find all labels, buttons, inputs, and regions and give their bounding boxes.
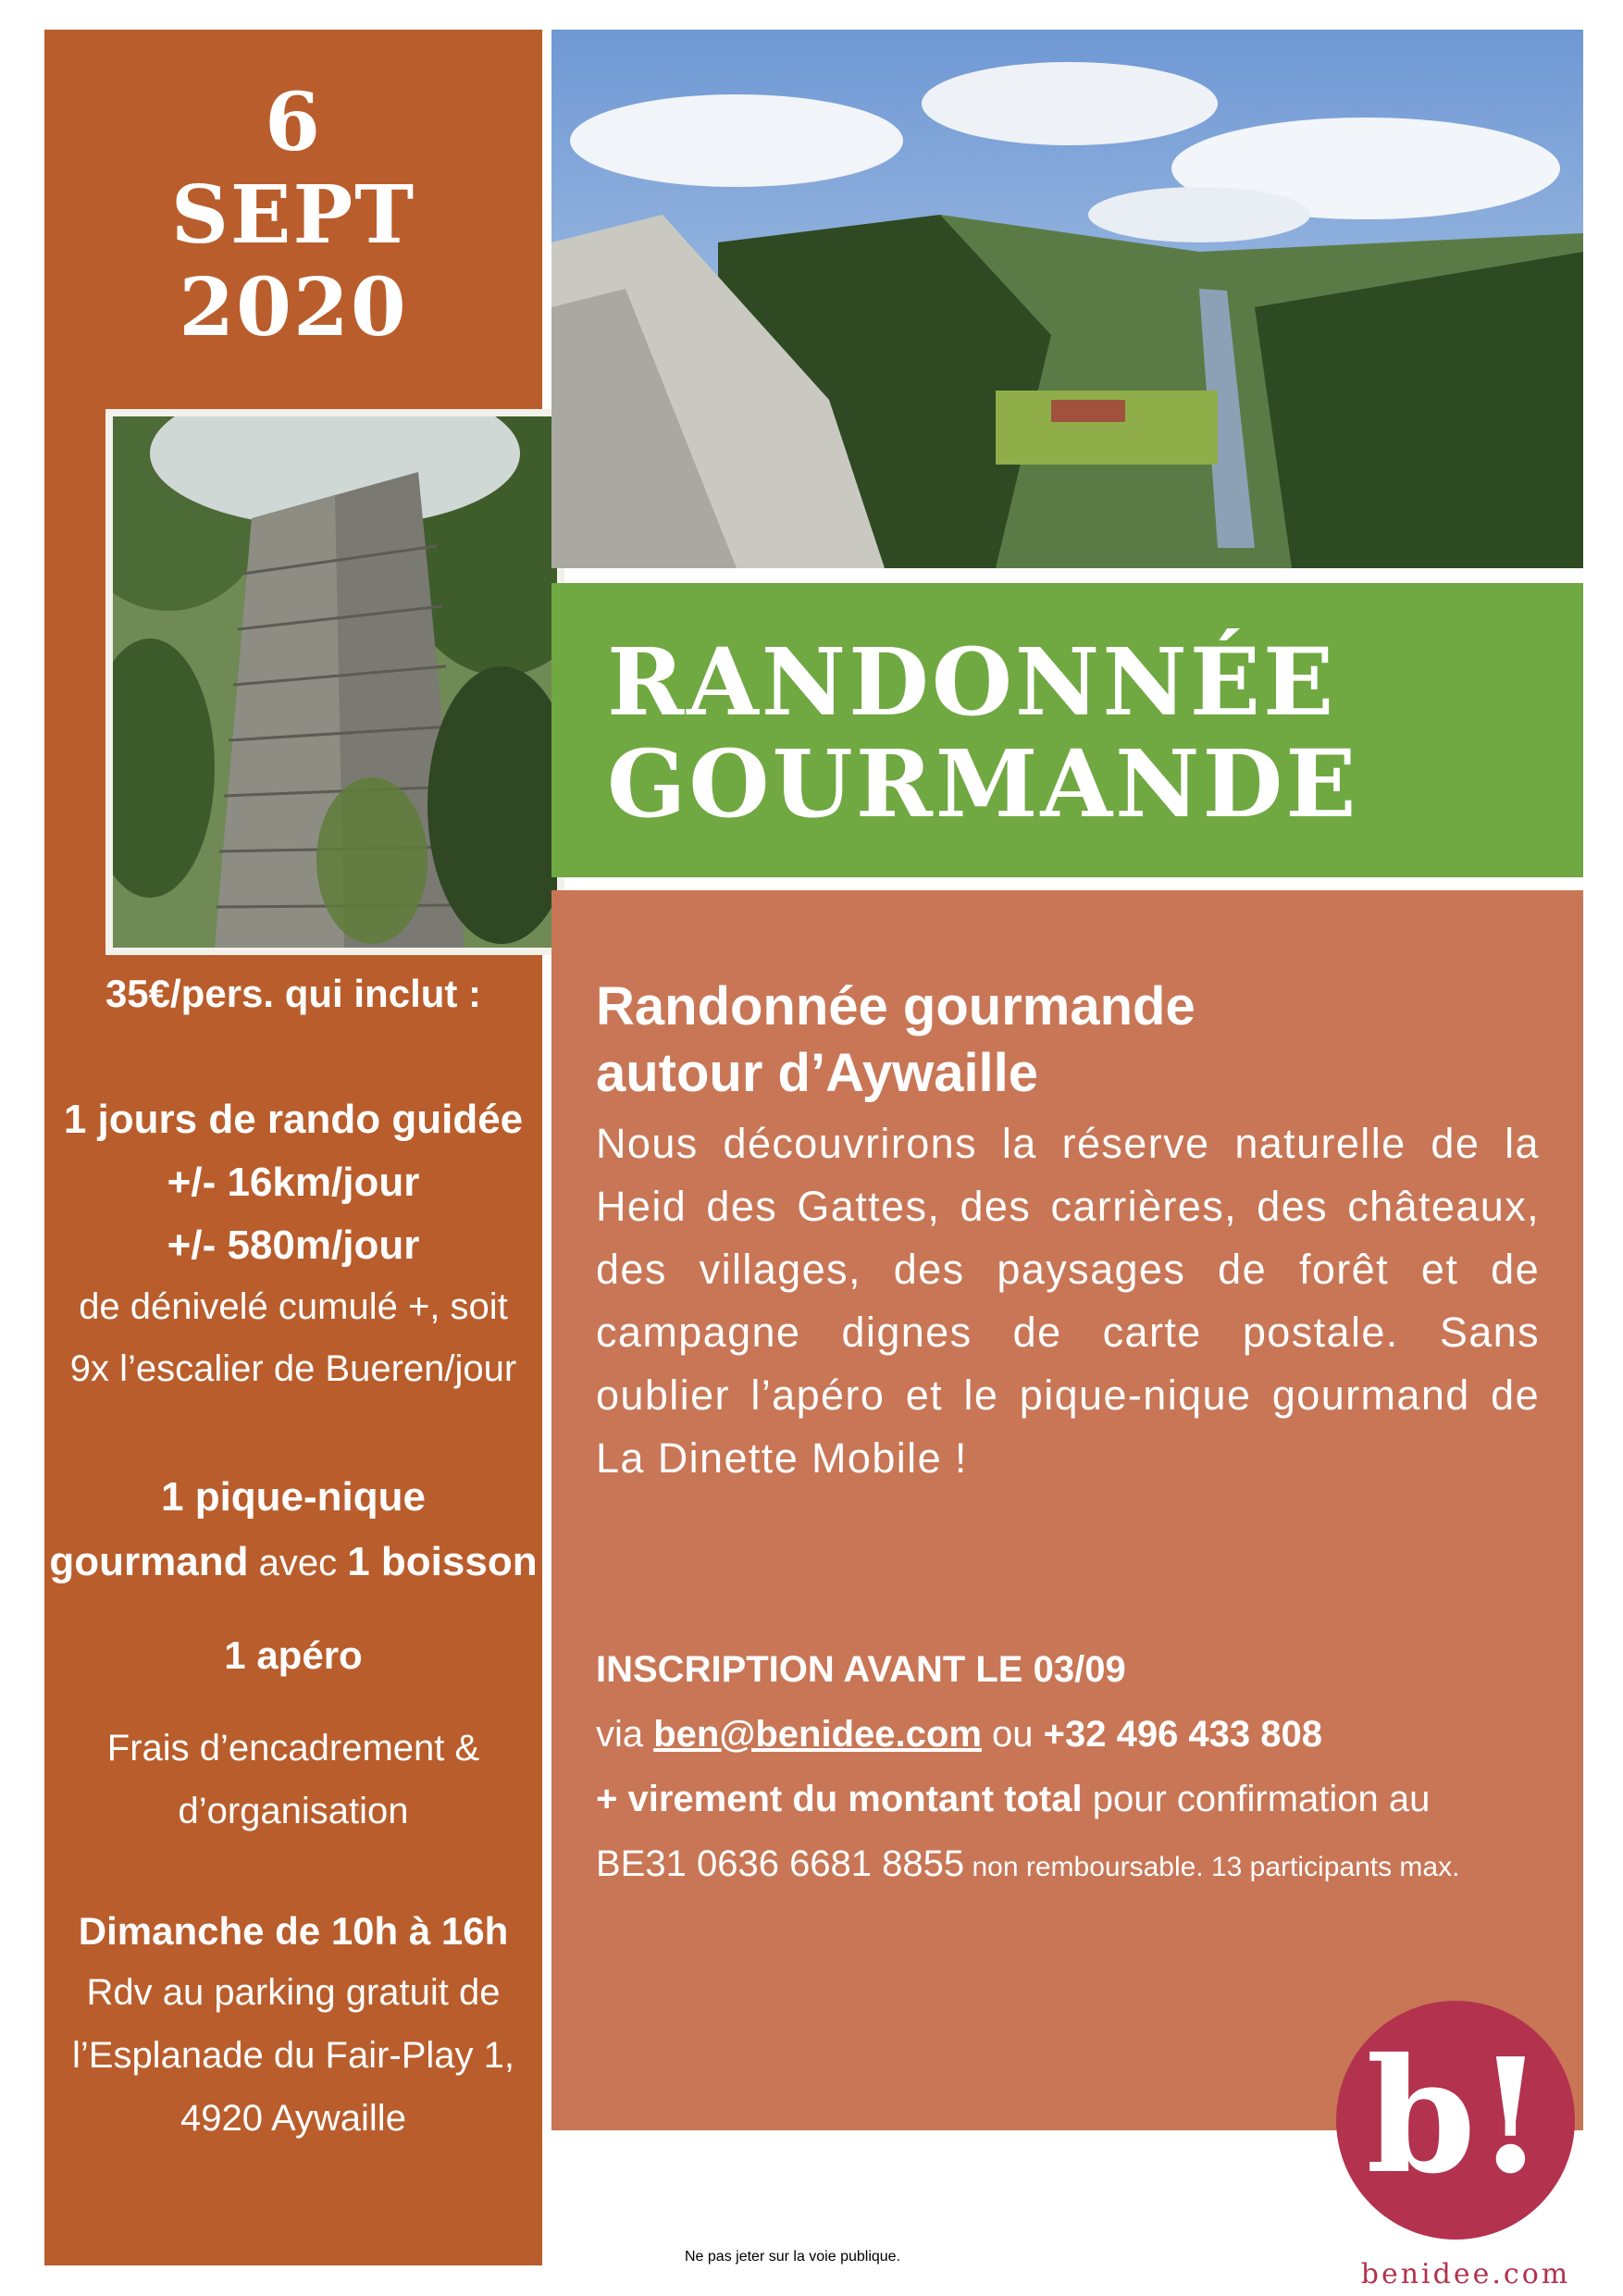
event-day: 6	[265, 76, 322, 169]
panel-heading-2: autour d’Aywaille	[596, 1043, 1039, 1103]
transfer-bold: + virement du montant total	[596, 1779, 1083, 1819]
event-month: SEPT	[170, 168, 416, 262]
rdv-text-3: 4920 Aywaille	[180, 2098, 406, 2139]
left-column	[44, 30, 542, 2265]
iban-number: BE31 0636 6681 8855	[596, 1843, 965, 1884]
logo-url: benidee.com	[1360, 2258, 1571, 2290]
picnic-gourmand: gourmand	[49, 1539, 249, 1584]
fees-text-2: d’organisation	[178, 1791, 409, 1831]
elevation-text: +/- 580m/jour	[167, 1222, 420, 1268]
picnic-text-1: 1 pique-nique	[161, 1474, 426, 1520]
footer-note: Ne pas jeter sur la voie publique.	[685, 2249, 901, 2265]
email-link[interactable]: ben@benidee.com	[653, 1714, 982, 1755]
tower-ruin-photo	[105, 409, 564, 955]
transfer-rest: pour confirmation au	[1082, 1779, 1431, 1819]
rdv-text-1: Rdv au parking gratuit de	[86, 1972, 501, 2013]
panel-description: Nous découvrirons la réserve naturelle de la Heid des Gattes, des carrières, des châteaux, des villages, des paysages de forêt et de campagne dignes de carte postale. Sans oublier l’apéro et le pique-nique gourmand de La Dinette Mobile !	[596, 1120, 1540, 1482]
contact-line	[596, 1714, 1322, 1756]
iban-line	[596, 1843, 1459, 1885]
via-text: via	[596, 1714, 654, 1755]
panel-heading-1: Randonnée gourmande	[596, 976, 1196, 1036]
stairs-note: 9x l’escalier de Bueren/jour	[69, 1348, 517, 1389]
event-year: 2020	[179, 261, 408, 354]
landscape-photo	[551, 30, 1583, 568]
schedule-text: Dimanche de 10h à 16h	[78, 1909, 509, 1953]
title-banner	[551, 583, 1583, 877]
tower-ruin-illustration	[113, 416, 557, 948]
transfer-line	[596, 1779, 1430, 1820]
benidee-logo	[1336, 2001, 1575, 2240]
rando-days-text: 1 jours de rando guidée	[63, 1097, 524, 1142]
landscape-illustration	[551, 30, 1583, 568]
conditions-text: non remboursable. 13 participants max.	[964, 1852, 1460, 1882]
or-text: ou	[981, 1714, 1044, 1755]
picnic-drink: 1 boisson	[347, 1539, 538, 1584]
picnic-with: avec	[248, 1543, 348, 1583]
fees-text-1: Frais d’encadrement &	[106, 1728, 480, 1769]
description-panel	[551, 890, 1583, 2130]
rdv-text-2: l’Esplanade du Fair-Play 1,	[71, 2035, 515, 2076]
elevation-note: de dénivelé cumulé +, soit	[79, 1286, 508, 1327]
logo-mark: b!	[1366, 2024, 1545, 2209]
price-text: 35€/pers. qui inclut :	[105, 972, 482, 1015]
distance-text: +/- 16km/jour	[167, 1160, 420, 1205]
inscription-heading: INSCRIPTION AVANT LE 03/09	[596, 1649, 1126, 1690]
apero-text: 1 apéro	[224, 1633, 363, 1677]
title-line-1: RANDONNÉE	[607, 627, 1337, 737]
phone-number: +32 496 433 808	[1043, 1714, 1323, 1755]
title-line-2: GOURMANDE	[607, 729, 1359, 838]
picnic-text-2	[44, 1536, 542, 1588]
